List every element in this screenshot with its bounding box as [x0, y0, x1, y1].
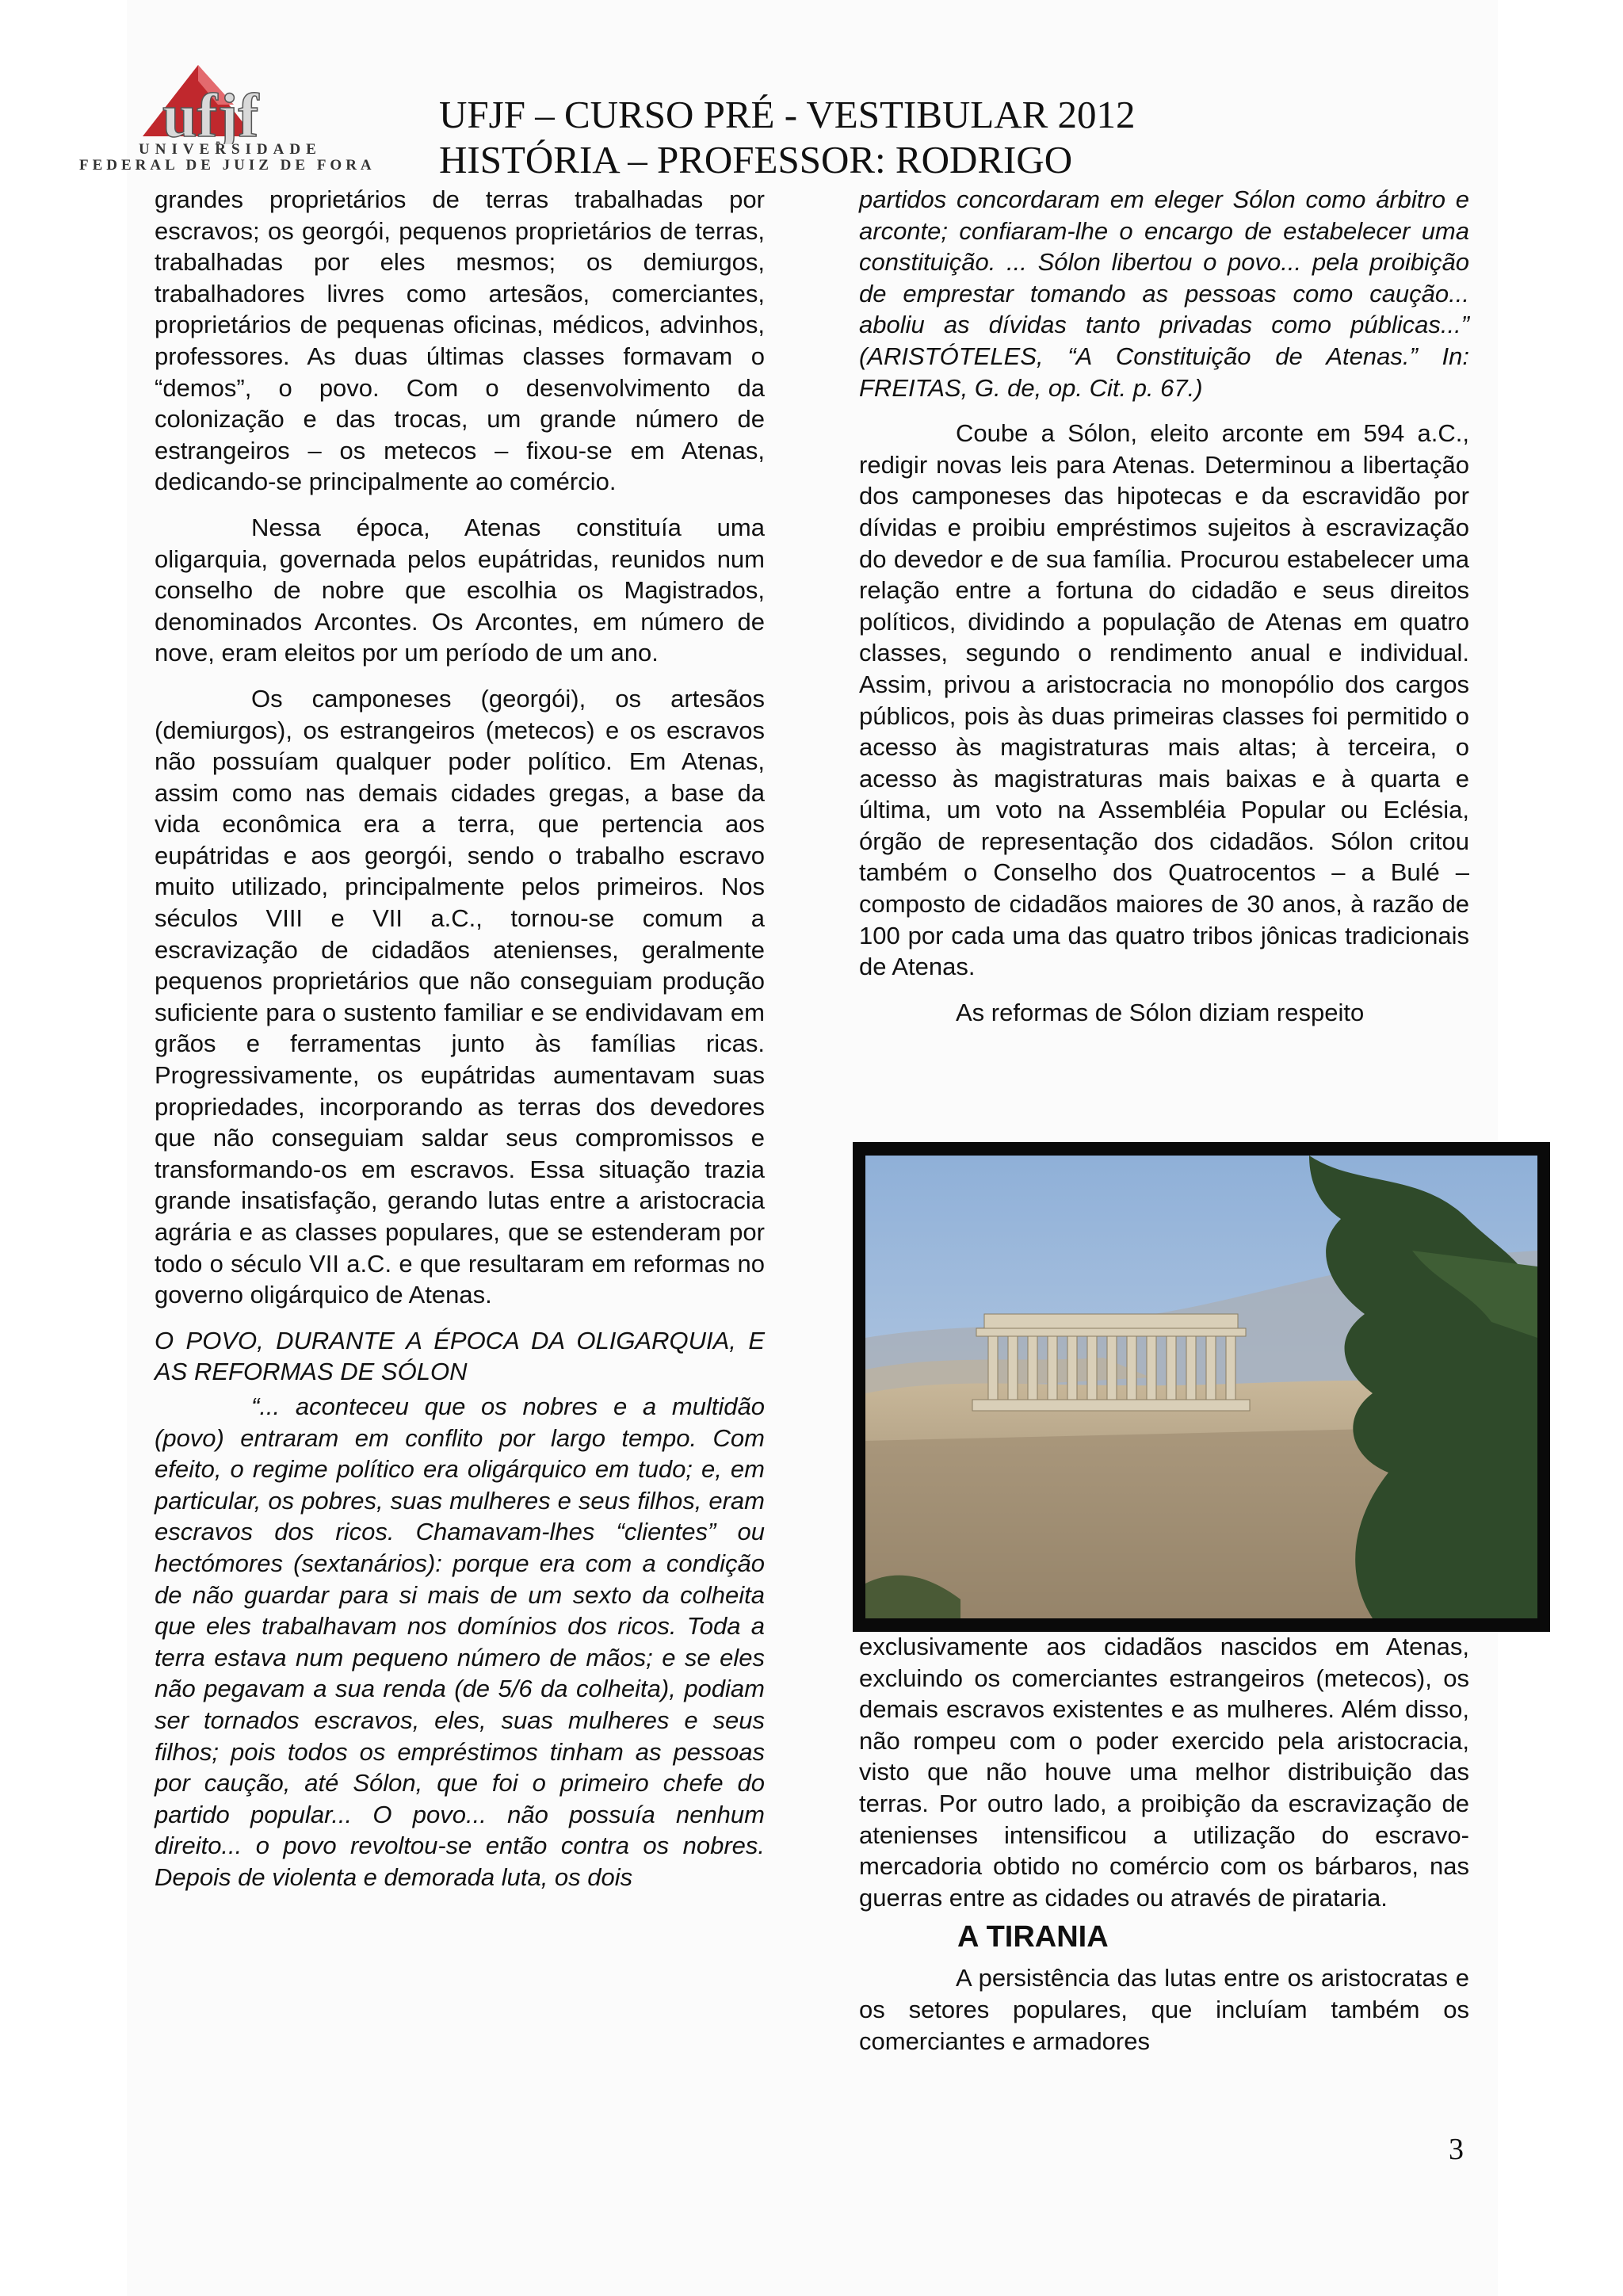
logo-mark: ufjf — [162, 81, 259, 144]
aristotle-quote-continued: partidos concordaram em eleger Sólon como árbitro e arconte; confiaram-lhe o encargo de estabelecer uma constituição. ... Sólon libertou o povo... pela proibição de emprestar tomando as pessoas como caução... aboliu as dívidas tanto privadas como públicas...” (ARISTÓTELES, “A Constituição de Atenas.” In: FREITAS, G. de, op. Cit. p. 67.) — [859, 185, 1469, 402]
tirania-paragraph: A persistência das lutas entre os aristocratas e os setores populares, que incluíam também os comerciantes e armadores — [859, 1964, 1469, 2055]
tirania-heading: A TIRANIA — [957, 1920, 1109, 1954]
logo-line1: UNIVERSIDADE — [139, 141, 322, 158]
reforms-paragraph-continued: exclusivamente aos cidadãos nascidos em Atenas, excluindo os comerciantes estrangeiros (metecos), os demais escravos existentes e as mulheres. Além disso, não rompeu com o poder exercido pela aristocracia, visto que não houve uma melhor distribuição das terras. Por outro lado, a proibição da escravização de atenienses intensificou a utilização do escravo-mercadoria obtido no comércio com os bárbaros, nas guerras entre as cidades ou através de pirataria. — [859, 1633, 1469, 1912]
section-title: O POVO, DURANTE A ÉPOCA DA OLIGARQUIA, E AS REFORMAS DE SÓLON — [155, 1326, 765, 1386]
left-paragraph-3: Os camponeses (georgói), os artesãos (demiurgos), os estrangeiros (metecos) e os escravos não possuíam qualquer poder político. Em Atenas, assim como nas demais cidades gregas, a base da vida econômica era a terra, que pertencia aos eupátridas e aos georgói, sendo o trabalho escravo muito utilizado, principalmente pelos primeiros. Nos séculos VIII e VII a.C., tornou-se comum a escravização de cidadãos atenienses, geralmente pequenos proprietários que não conseguiam produção suficiente para o sustento familiar e se endividavam em grãos e ferramentas junto às famílias ricas. Progressivamente, os eupátridas aumentavam suas propriedades, incorporando as terras dos devedores que não conseguiam saldar seus compromissos e transformando-os em escravos. Essa situação trazia grande insatisfação, gerando lutas entre a aristocracia agrária e as classes populares, que se estenderam por todo o século VII a.C. e que resultaram em reformas no governo oligárquico de Atenas. — [155, 684, 765, 1309]
aristotle-quote: “... aconteceu que os nobres e a multidão (povo) entraram em conflito por largo tempo. Com efeito, o regime político era oligárquico em tudo; e, em particular, os pobres, suas mulheres e seus filhos, eram escravos dos ricos. Chamavam-lhes “clientes” ou hectómores (sextanários): porque era com a condição de não guardar para si mais de um sexto da colheita que eles trabalhavam nos domínios dos ricos. Toda a terra estava num pequeno número de mãos; e se eles não pegavam a sua renda (de 5/6 da colheita), podiam ser tornados escravos, eles, suas mulheres e seus filhos; pois todos os empréstimos tinham as pessoas por caução, até Sólon, que foi o primeiro chefe do partido popular... O povo... não possuía nenhum direito... o povo revoltou-se então contra os nobres. Depois de violenta e demorada luta, os dois — [155, 1392, 765, 1891]
left-column — [155, 184, 765, 1893]
left-paragraph-1: grandes proprietários de terras trabalhadas por escravos; os georgói, pequenos proprietários de terras, trabalhadas por eles mesmos; os demiurgos, trabalhadores livres como artesãos, comerciantes, proprietários de pequenas oficinas, médicos, advinhos, professores. As duas últimas classes formavam o “demos”, o povo. Com o desenvolvimento da colonização e das trocas, um grande número de estrangeiros – os metecos – fixou-se em Atenas, dedicando-se principalmente ao comércio. — [155, 185, 765, 496]
right-column-bottom — [859, 1631, 1469, 2057]
reforms-paragraph-start: As reformas de Sólon diziam respeito — [956, 998, 1365, 1026]
left-paragraph-2: Nessa época, Atenas constituía uma oligarquia, governada pelos eupátridas, reunidos num conselho de nobre que escolhia os Magistrados, denominados Arcontes. Os Arcontes, em número de nove, eram eleitos por um período de um ano. — [155, 513, 765, 667]
page-number: 3 — [1449, 2133, 1464, 2166]
solon-paragraph: Coube a Sólon, eleito arconte em 594 a.C., redigir novas leis para Atenas. Determinou a libertação dos camponeses das hipotecas e da escravidão por dívidas e proibiu empréstimos sujeitos à escravização do devedor e de sua família. Procurou estabelecer uma relação entre a fortuna do cidadão e seus direitos políticos, dividindo a população de Atenas em quatro classes, segundo o rendimento anual e individual. Assim, privou a aristocracia no monopólio dos cargos públicos, pois às duas primeiras classes foi permitido o acesso às magistraturas mais altas; à terceira, o acesso às magistraturas mais baixas e à quarta e última, um voto na Assembléia Popular ou Eclésia, órgão de representação dos cidadãos. Sólon critou também o Conselho dos Quatrocentos – a Bulé – composto de cidadãos maiores de 30 anos, à razão de 100 por cada uma das quatro tribos jônicas tradicionais de Atenas. — [859, 419, 1469, 981]
parthenon-photo — [853, 1142, 1550, 1632]
header-subtitle: HISTÓRIA – PROFESSOR: RODRIGO — [439, 138, 1073, 181]
header-title: UFJF – CURSO PRÉ - VESTIBULAR 2012 — [439, 93, 1136, 136]
right-column-top — [859, 184, 1469, 1028]
logo-line2: FEDERAL DE JUIZ DE FORA — [79, 157, 376, 174]
